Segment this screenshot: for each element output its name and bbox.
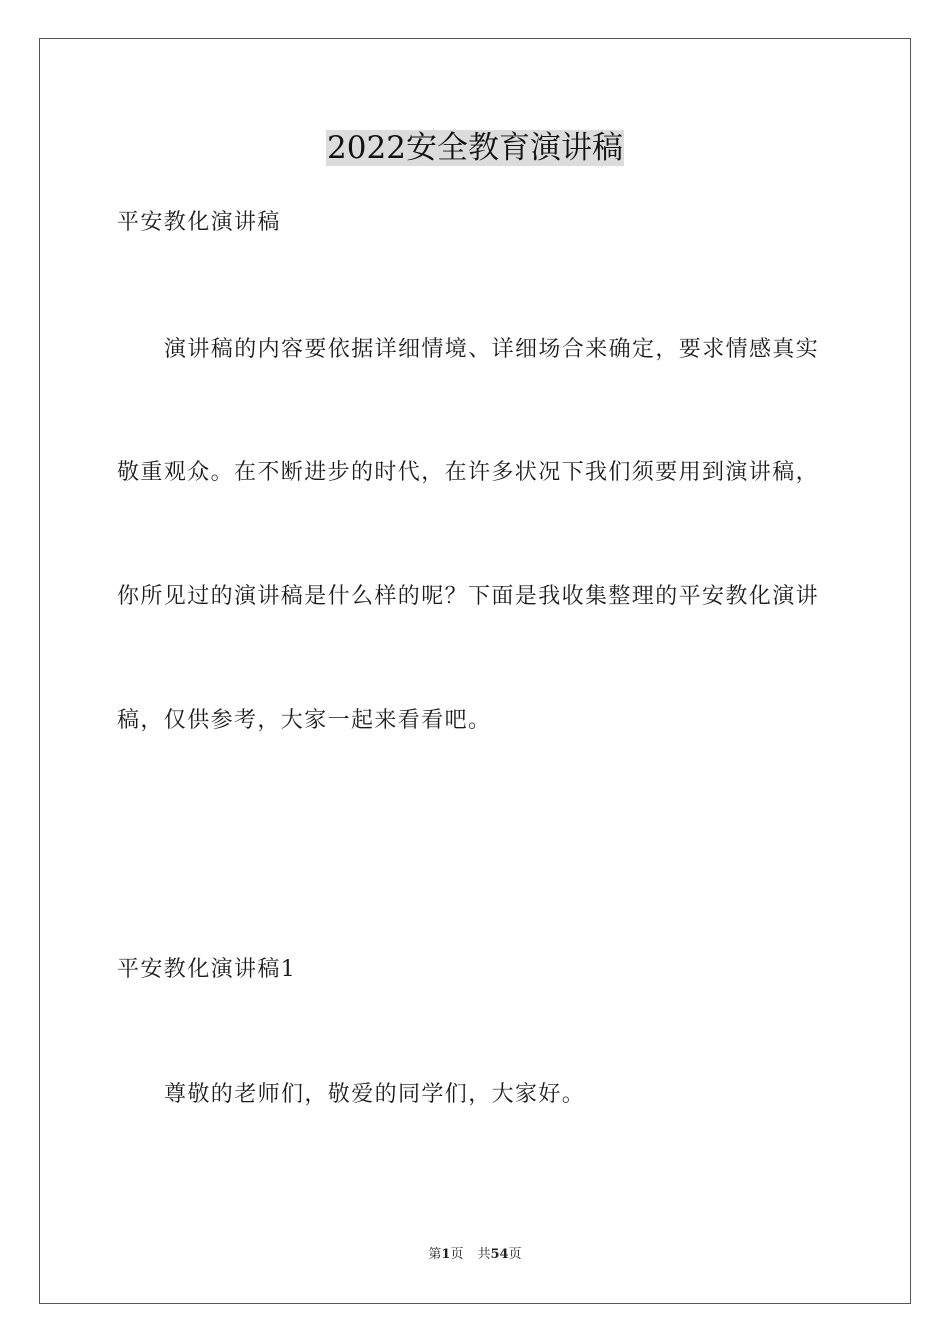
total-prefix: 共 <box>477 1247 491 1262</box>
greeting-line: 尊敬的老师们，敬爱的同学们，大家好。 <box>164 1082 586 1107</box>
page-number: 1 <box>441 1247 451 1262</box>
paragraph-line: 稿，仅供参考，大家一起来看看吧。 <box>117 708 492 733</box>
page-prefix: 第 <box>428 1247 442 1262</box>
section-heading: 平安教化演讲稿1 <box>117 957 297 982</box>
total-suffix: 页 <box>508 1247 522 1262</box>
total-pages: 54 <box>490 1247 509 1262</box>
document-title <box>0 126 950 170</box>
page-footer <box>0 1246 950 1264</box>
paragraph-line: 敬重观众。在不断进步的时代，在许多状况下我们须要用到演讲稿， <box>117 460 820 485</box>
section-heading: 平安教化演讲稿 <box>117 210 281 235</box>
paragraph-line: 演讲稿的内容要依据详细情境、详细场合来确定，要求情感真实 <box>164 337 820 362</box>
page-suffix: 页 <box>450 1247 464 1262</box>
document-title-text: 2022安全教育演讲稿 <box>327 130 623 166</box>
paragraph-line: 你所见过的演讲稿是什么样的呢？下面是我收集整理的平安教化演讲 <box>117 584 820 609</box>
